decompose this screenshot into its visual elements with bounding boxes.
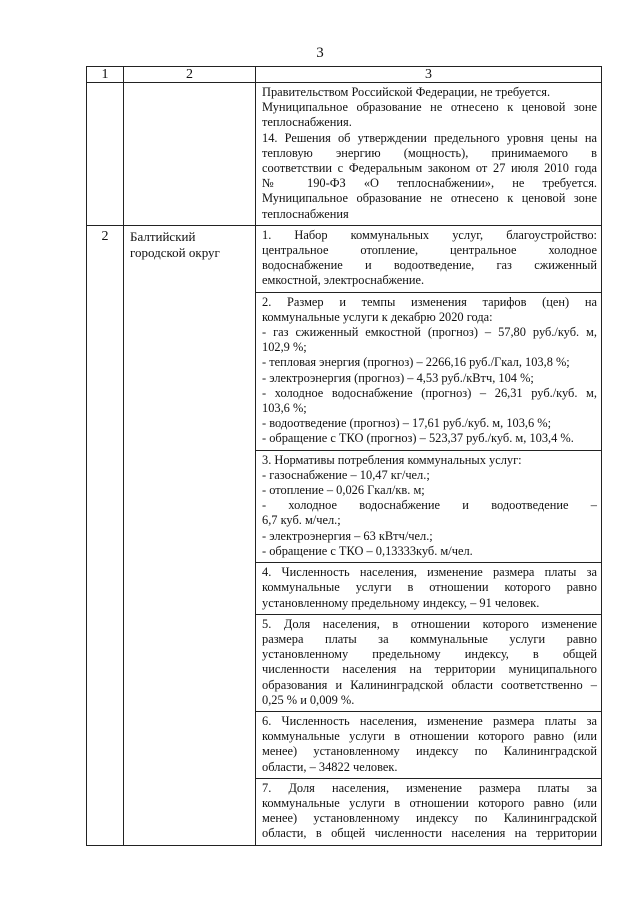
row2-text-cell xyxy=(256,225,602,845)
item-5-population-share xyxy=(256,614,601,711)
text-line: 103,6 %; xyxy=(262,401,307,416)
text-line: 4. Численность населения, изменение размера платы за xyxy=(262,565,597,580)
header-col-3: 3 xyxy=(256,67,602,83)
text-line: - обращение с ТКО – 0,13333куб. м/чел. xyxy=(262,543,473,558)
text-line: численности населения на территории муниципального xyxy=(262,662,597,677)
text-line: - холодное водоснабжение и водоотведение – xyxy=(262,498,597,513)
row1-text-cell xyxy=(256,83,602,226)
text-line: 0,25 % и 0,009 %. xyxy=(262,692,355,707)
text-line: № 190-ФЗ «О теплоснабжении», не требуется. xyxy=(262,176,597,191)
text-line: Муниципальное образование не отнесено к ценовой зоне xyxy=(262,191,597,206)
text-line: - газоснабжение – 10,47 кг/чел.; xyxy=(262,467,430,482)
text-line: 5. Доля населения, в отношении которого изменение xyxy=(262,616,597,631)
row1-number-cell xyxy=(87,83,124,226)
row1-region-cell xyxy=(124,83,256,226)
text-line: 1. Набор коммунальных услуг, благоустройство: xyxy=(262,227,597,242)
item-6-population-count-region xyxy=(256,711,601,778)
text-line: коммунальные услуги в отношении которого равно xyxy=(262,580,597,595)
item-4-population-count xyxy=(256,562,601,614)
item-1-services xyxy=(256,226,601,292)
text-line: 6. Численность населения, изменение размера платы за xyxy=(262,713,597,728)
page-number: 3 xyxy=(316,45,324,61)
text-line: коммунальные услуги в отношении которого равно (или xyxy=(262,795,597,810)
text-line: - электроэнергия (прогноз) – 4,53 руб./кВтч, 104 %; xyxy=(262,370,534,385)
text-line: менее) установленному индексу по Калининградской xyxy=(262,811,597,826)
text-line: - водоотведение (прогноз) – 17,61 руб./куб. м, 103,6 %; xyxy=(262,416,552,431)
text-line: - холодное водоснабжение (прогноз) – 26,31 руб./куб. м, xyxy=(262,385,597,400)
text-line: центральное отопление, центральное холодное xyxy=(262,243,597,258)
text-line: 2. Размер и темпы изменения тарифов (цен) на xyxy=(262,294,597,309)
text-line: 7. Доля населения, изменение размера платы за xyxy=(262,780,597,795)
document-table xyxy=(86,66,602,846)
text-line: - отопление – 0,026 Гкал/кв. м; xyxy=(262,483,425,498)
text-line: области, в общей численности населения на территории xyxy=(262,826,597,841)
text-line: теплоснабжения. xyxy=(262,115,352,130)
row2-region-name: Балтийский городской округ xyxy=(124,225,256,845)
text-line: области, – 34822 человек. xyxy=(262,759,398,774)
item-3-norms xyxy=(256,450,601,562)
text-line: размера платы за коммунальные услуги равно xyxy=(262,631,597,646)
text-line: 3. Нормативы потребления коммунальных услуг: xyxy=(262,452,522,467)
item-7-population-share-region xyxy=(256,778,601,845)
text-line: Правительством Российской Федерации, не требуется. xyxy=(262,85,551,99)
text-line: теплоснабжения xyxy=(262,206,349,221)
text-line: тепловую энергию (мощность), принимаемого в xyxy=(262,145,597,160)
text-line: образования и Калининградской области соответственно – xyxy=(262,677,597,692)
text-line: Муниципальное образование не отнесено к ценовой зоне xyxy=(262,100,597,115)
text-line: коммунальные услуги к декабрю 2020 года: xyxy=(262,309,493,324)
text-line: 6,7 куб. м/чел.; xyxy=(262,513,341,528)
text-line: 14. Решения об утверждении предельного уровня цены на xyxy=(262,130,597,145)
row2-number: 2 xyxy=(87,225,124,845)
text-line: - электроэнергия – 63 кВтч/чел.; xyxy=(262,528,433,543)
text-line: коммунальные услуги в отношении которого равно (или xyxy=(262,729,597,744)
text-line: менее) установленному индексу по Калининградской xyxy=(262,744,597,759)
text-line: установленному предельному индексу, в общей xyxy=(262,647,597,662)
text-line: 102,9 %; xyxy=(262,340,307,355)
table-row-continuation xyxy=(87,83,602,226)
text-line: - газ сжиженный емкостной (прогноз) – 57,80 руб./куб. м, xyxy=(262,325,597,340)
text-line: емкостной, электроснабжение. xyxy=(262,273,425,288)
text-line: соответствии с Федеральным законом от 27 июля 2010 года xyxy=(262,161,597,176)
table-row-baltiysk xyxy=(87,225,602,845)
text-line: водоснабжение и водоотведение, газ сжиженный xyxy=(262,258,597,273)
header-col-1: 1 xyxy=(87,67,124,83)
table-header-row xyxy=(87,67,602,83)
text-line: установленному предельному индексу, – 91 человек. xyxy=(262,595,540,610)
row1-text xyxy=(256,83,601,225)
text-line: - тепловая энергия (прогноз) – 2266,16 руб./Гкал, 103,8 %; xyxy=(262,355,570,370)
text-line: - обращение с ТКО (прогноз) – 523,37 руб./куб. м, 103,4 %. xyxy=(262,431,574,446)
item-2-tariffs xyxy=(256,292,601,450)
header-col-2: 2 xyxy=(124,67,256,83)
